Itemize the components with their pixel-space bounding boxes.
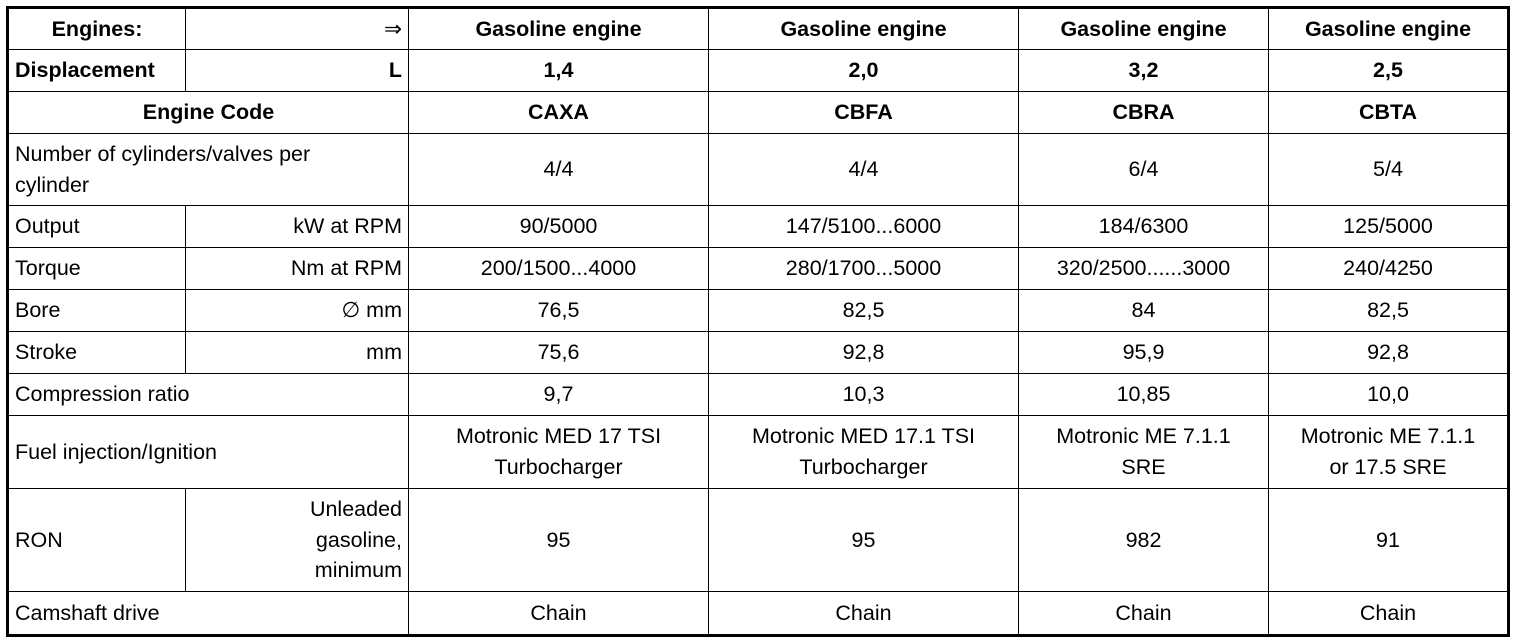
fuel-injection-value-3-line2: SRE <box>1121 455 1166 479</box>
fuel-injection-value-1-line2: Turbocharger <box>494 455 623 479</box>
fuel-injection-value-2 <box>709 416 1019 489</box>
fuel-injection-row <box>8 416 1509 489</box>
displacement-value-3: 3,2 <box>1019 50 1269 92</box>
displacement-label: Displacement <box>8 50 186 92</box>
camshaft-value-2: Chain <box>709 592 1019 636</box>
ron-unit-line3: minimum <box>314 558 402 583</box>
ron-value-3: 982 <box>1019 489 1269 592</box>
output-value-4: 125/5000 <box>1269 206 1509 248</box>
cylinders-value-2: 4/4 <box>709 134 1019 206</box>
engine-code-2: CBFA <box>709 92 1019 134</box>
arrow-icon: ⇒ <box>186 8 409 50</box>
fuel-injection-value-1-line1: Motronic MED 17 TSI <box>455 424 662 449</box>
torque-row <box>8 248 1509 290</box>
fuel-injection-label: Fuel injection/Ignition <box>8 416 409 489</box>
fuel-injection-value-3 <box>1019 416 1269 489</box>
compression-value-2: 10,3 <box>709 374 1019 416</box>
torque-value-3: 320/2500......3000 <box>1019 248 1269 290</box>
camshaft-value-4: Chain <box>1269 592 1509 636</box>
output-label: Output <box>8 206 186 248</box>
engine-code-3: CBRA <box>1019 92 1269 134</box>
output-value-1: 90/5000 <box>409 206 709 248</box>
engine-code-1: CAXA <box>409 92 709 134</box>
displacement-value-2: 2,0 <box>709 50 1019 92</box>
stroke-row <box>8 332 1509 374</box>
fuel-injection-value-3-line1: Motronic ME 7.1.1 <box>1056 424 1231 449</box>
engines-row <box>8 8 1509 50</box>
output-value-3: 184/6300 <box>1019 206 1269 248</box>
camshaft-row <box>8 592 1509 636</box>
engine-type-4: Gasoline engine <box>1269 8 1509 50</box>
cylinders-label-line1: Number of cylinders/valves per <box>15 141 311 166</box>
ron-unit-line2: gasoline, <box>315 527 402 552</box>
fuel-injection-value-4 <box>1269 416 1509 489</box>
displacement-value-1: 1,4 <box>409 50 709 92</box>
bore-value-3: 84 <box>1019 290 1269 332</box>
compression-row <box>8 374 1509 416</box>
displacement-row <box>8 50 1509 92</box>
displacement-unit: L <box>186 50 409 92</box>
engine-code-4: CBTA <box>1269 92 1509 134</box>
output-value-2: 147/5100...6000 <box>709 206 1019 248</box>
ron-label: RON <box>8 489 186 592</box>
bore-label: Bore <box>8 290 186 332</box>
compression-label: Compression ratio <box>8 374 409 416</box>
fuel-injection-value-4-line1: Motronic ME 7.1.1 <box>1300 424 1476 449</box>
ron-row <box>8 489 1509 592</box>
fuel-injection-value-2-line1: Motronic MED 17.1 TSI <box>751 424 976 449</box>
ron-unit-line1: Unleaded <box>309 497 402 522</box>
output-row <box>8 206 1509 248</box>
engine-code-label: Engine Code <box>8 92 409 134</box>
engine-code-row <box>8 92 1509 134</box>
torque-value-1: 200/1500...4000 <box>409 248 709 290</box>
compression-value-4: 10,0 <box>1269 374 1509 416</box>
engine-type-2: Gasoline engine <box>709 8 1019 50</box>
compression-value-1: 9,7 <box>409 374 709 416</box>
cylinders-value-3: 6/4 <box>1019 134 1269 206</box>
camshaft-value-1: Chain <box>409 592 709 636</box>
cylinders-value-1: 4/4 <box>409 134 709 206</box>
camshaft-value-3: Chain <box>1019 592 1269 636</box>
fuel-injection-value-1 <box>409 416 709 489</box>
stroke-value-4: 92,8 <box>1269 332 1509 374</box>
compression-value-3: 10,85 <box>1019 374 1269 416</box>
camshaft-label: Camshaft drive <box>8 592 409 636</box>
cylinders-value-4: 5/4 <box>1269 134 1509 206</box>
engines-label: Engines: <box>8 8 186 50</box>
stroke-value-1: 75,6 <box>409 332 709 374</box>
output-unit: kW at RPM <box>186 206 409 248</box>
stroke-label: Stroke <box>8 332 186 374</box>
stroke-value-2: 92,8 <box>709 332 1019 374</box>
cylinders-label-line2: cylinder <box>15 172 90 197</box>
engine-type-1: Gasoline engine <box>409 8 709 50</box>
stroke-value-3: 95,9 <box>1019 332 1269 374</box>
ron-value-2: 95 <box>709 489 1019 592</box>
bore-value-2: 82,5 <box>709 290 1019 332</box>
bore-value-1: 76,5 <box>409 290 709 332</box>
torque-unit: Nm at RPM <box>186 248 409 290</box>
cylinders-label <box>8 134 409 206</box>
fuel-injection-value-4-line2: or 17.5 SRE <box>1329 455 1447 479</box>
bore-unit: ∅ mm <box>186 290 409 332</box>
ron-value-4: 91 <box>1269 489 1509 592</box>
displacement-value-4: 2,5 <box>1269 50 1509 92</box>
torque-label: Torque <box>8 248 186 290</box>
torque-value-2: 280/1700...5000 <box>709 248 1019 290</box>
engine-specifications-table <box>6 6 1510 637</box>
ron-unit <box>186 489 409 592</box>
torque-value-4: 240/4250 <box>1269 248 1509 290</box>
cylinders-row <box>8 134 1509 206</box>
fuel-injection-value-2-line2: Turbocharger <box>799 455 928 479</box>
engine-type-3: Gasoline engine <box>1019 8 1269 50</box>
stroke-unit: mm <box>186 332 409 374</box>
bore-row <box>8 290 1509 332</box>
bore-value-4: 82,5 <box>1269 290 1509 332</box>
ron-value-1: 95 <box>409 489 709 592</box>
